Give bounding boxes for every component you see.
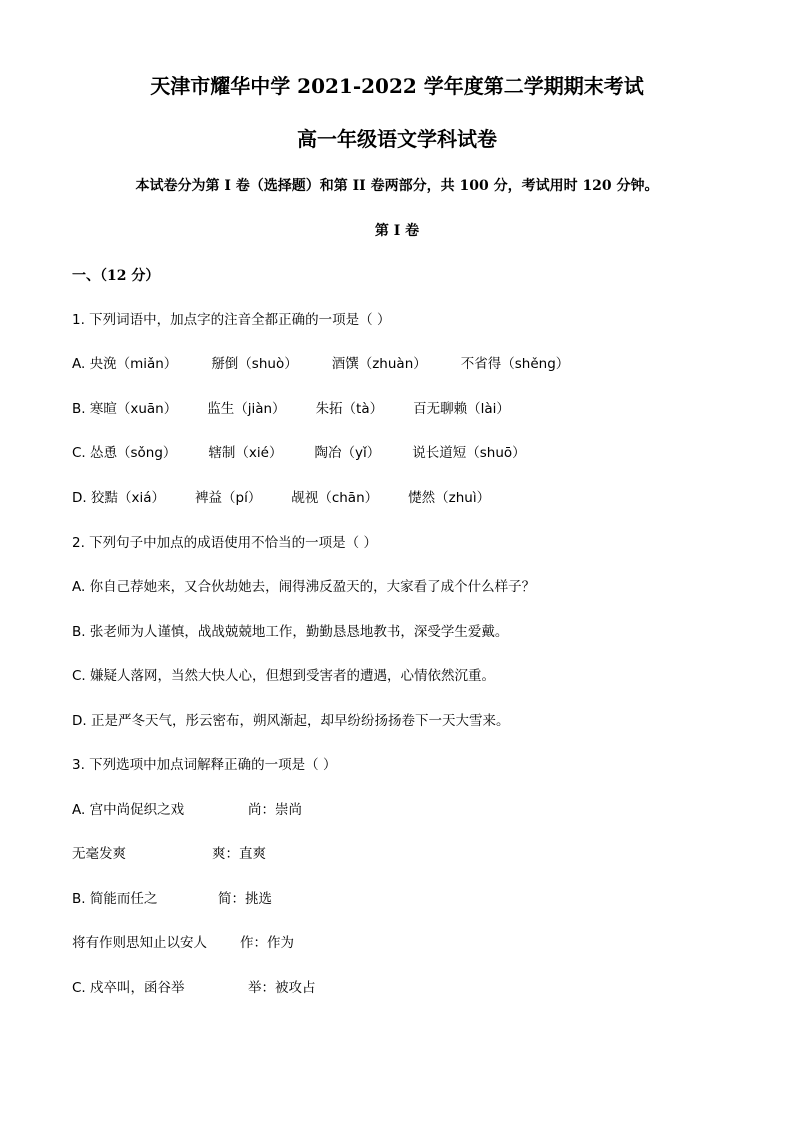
option-gloss: 作：作为 [240,935,294,951]
question-2-option-b: B. 张老师为人谨慎，战战兢兢地工作，勤勤恳恳地教书，深受学生爱戴。 [72,624,509,640]
question-1-option-d [72,489,490,507]
option-term: 辖制（xié） [208,445,283,461]
question-2-stem: 2. 下列句子中加点的成语使用不恰当的一项是（ ） [72,535,377,551]
exam-subtitle: 高一年级语文学科试卷 [297,127,497,151]
question-3-option-c-line1 [72,979,316,997]
exam-intro: 本试卷分为第 I 卷（选择题）和第 II 卷两部分，共 100 分，考试用时 120 分钟。 [135,178,659,194]
option-gloss: 简：挑选 [218,891,272,907]
option-term: 说长道短（shuō） [412,445,526,461]
question-2-option-c: C. 嫌疑人落网，当然大快人心，但想到受害者的遭遇，心情依然沉重。 [72,668,496,684]
option-term: 裨益（pí） [195,490,262,506]
question-1-option-a [72,355,569,373]
option-gloss: 尚：崇尚 [248,802,302,818]
option-term: D. 狡黠（xiá） [72,490,165,506]
option-phrase: C. 戍卒叫，函谷举 [72,980,185,996]
option-term: 觇视（chān） [291,490,379,506]
option-term: C. 怂恿（sǒng） [72,445,177,461]
option-phrase: B. 简能而任之 [72,891,158,907]
option-term: 陶冶（yǐ） [314,445,381,461]
option-term: 百无聊赖（lài） [413,401,510,417]
question-3-option-b-line1 [72,890,272,908]
option-phrase: 无毫发爽 [72,846,126,862]
exam-title: 天津市耀华中学 2021-2022 学年度第二学期期末考试 [150,74,644,98]
option-term: B. 寒暄（xuān） [72,401,178,417]
option-gloss: 举：被攻占 [248,980,316,996]
question-1-stem: 1. 下列词语中，加点字的注音全都正确的一项是（ ） [72,312,391,328]
volume-heading: 第 I 卷 [374,223,420,239]
question-3-stem: 3. 下列选项中加点词解释正确的一项是（ ） [72,757,337,773]
option-term: 憷然（zhuì） [408,490,491,506]
option-gloss: 爽：直爽 [212,846,266,862]
question-3-option-a-line1 [72,801,302,819]
section-heading: 一、（12 分） [72,268,160,284]
question-2-option-a: A. 你自己荐她来，又合伙劫她去，闹得沸反盈天的，大家看了成个什么样子？ [72,579,536,595]
question-1-option-c [72,444,526,462]
option-term: 掰倒（shuò） [211,356,298,372]
question-1-option-b [72,400,510,418]
option-term: 不省得（shěng） [460,356,570,372]
question-3-option-a-line2 [72,845,266,863]
option-phrase: A. 宫中尚促织之戏 [72,802,185,818]
option-term: 朱拓（tà） [315,401,384,417]
option-term: 酒馔（zhuàn） [331,356,427,372]
question-3-option-b-line2 [72,934,294,952]
option-term: A. 央浼（miǎn） [72,356,178,372]
question-2-option-d: D. 正是严冬天气，彤云密布，朔风渐起，却早纷纷扬扬卷下一天大雪来。 [72,713,510,729]
option-term: 监生（jiàn） [207,401,286,417]
option-phrase: 将有作则思知止以安人 [72,935,207,951]
